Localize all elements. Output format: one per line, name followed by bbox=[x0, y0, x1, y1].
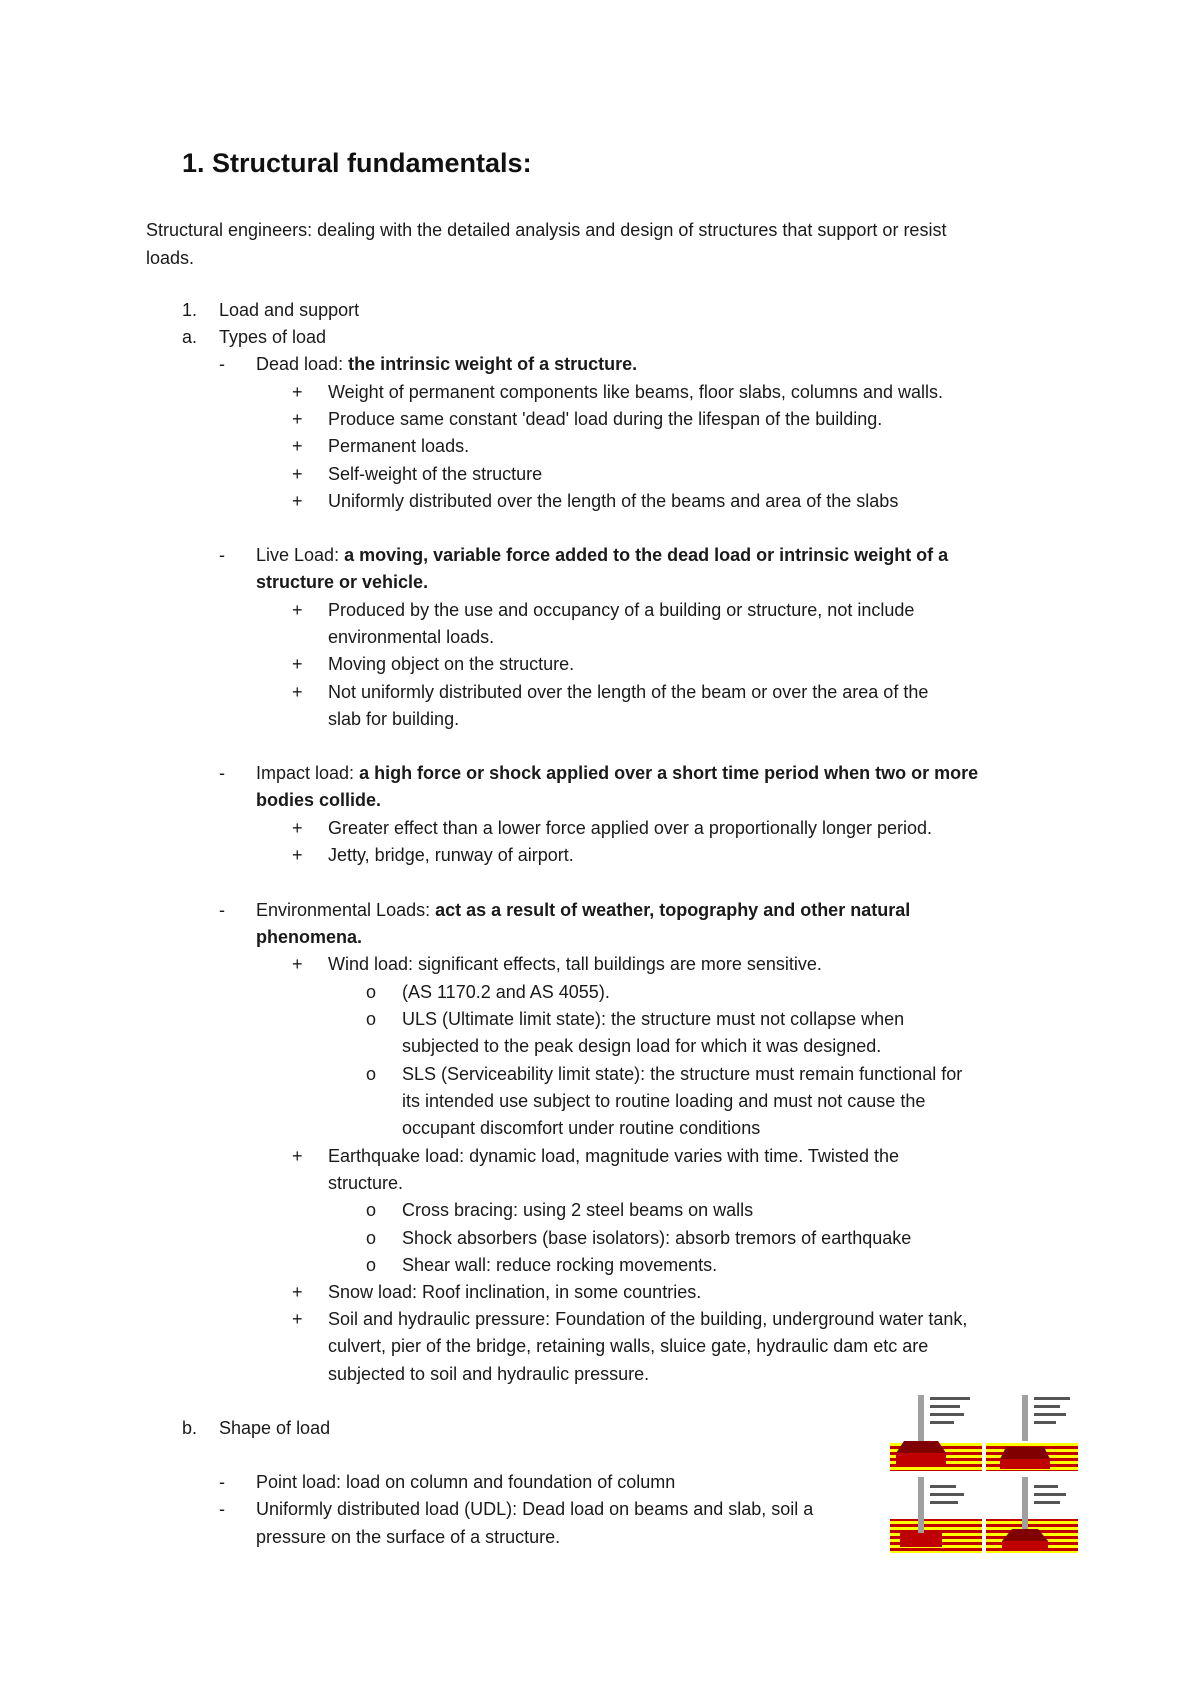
circle-marker: o bbox=[366, 1064, 377, 1084]
circle-marker: o bbox=[366, 1009, 377, 1029]
circle-marker: o bbox=[366, 1255, 377, 1275]
sub-item-cont: its intended use subject to routine loading and must not cause the bbox=[402, 1091, 926, 1111]
environmental-load-definition-cont bbox=[256, 925, 362, 949]
list-letter: a. bbox=[182, 327, 198, 347]
plus-marker: + bbox=[292, 1309, 303, 1329]
list-item: Self-weight of the structure bbox=[328, 464, 543, 484]
live-load-definition-cont bbox=[256, 570, 428, 594]
page-title: 1. Structural fundamentals: bbox=[182, 148, 532, 178]
point-load-item: Point load: load on column and foundation of column bbox=[256, 1472, 676, 1492]
dash-marker: - bbox=[219, 354, 225, 374]
live-load-definition-end: structure or vehicle. bbox=[256, 572, 429, 592]
live-load-definition: a moving, variable force added to the dead load or intrinsic weight of a bbox=[344, 545, 949, 565]
impact-load-definition: a high force or shock applied over a short time period when two or more bbox=[359, 763, 979, 783]
section-heading-load-support: Load and support bbox=[219, 300, 360, 320]
dash-marker: - bbox=[219, 763, 225, 783]
environmental-load-definition-end: phenomena. bbox=[256, 927, 363, 947]
list-item: Not uniformly distributed over the length of the beam or over the area of the bbox=[328, 682, 929, 702]
dash-marker: - bbox=[219, 900, 225, 920]
list-letter: b. bbox=[182, 1418, 198, 1438]
intro-text: Structural engineers: dealing with the detailed analysis and design of structures that support or resist bbox=[146, 220, 947, 240]
sub-item-cont: subjected to the peak design load for which it was designed. bbox=[402, 1036, 882, 1056]
dead-load-label: Dead load: bbox=[256, 354, 349, 374]
plus-marker: + bbox=[292, 1146, 303, 1166]
plus-marker: + bbox=[292, 1282, 303, 1302]
list-item: Uniformly distributed over the length of the beams and area of the slabs bbox=[328, 491, 899, 511]
dash-marker: - bbox=[219, 1472, 225, 1492]
impact-load-definition-cont bbox=[256, 788, 381, 812]
sub-item: Cross bracing: using 2 steel beams on walls bbox=[402, 1200, 754, 1220]
footing-diagram-4 bbox=[986, 1477, 1078, 1553]
list-item: Produce same constant 'dead' load during the lifespan of the building. bbox=[328, 409, 883, 429]
section-heading-types-of-load: Types of load bbox=[219, 327, 327, 347]
impact-load-label: Impact load: bbox=[256, 763, 360, 783]
earthquake-load-item-cont: structure. bbox=[328, 1173, 404, 1193]
impact-load-item bbox=[256, 761, 978, 785]
soil-pressure-item-cont: culvert, pier of the bridge, retaining walls, sluice gate, hydraulic dam etc are bbox=[328, 1336, 929, 1356]
list-item: Weight of permanent components like beams, floor slabs, columns and walls. bbox=[328, 382, 943, 402]
section-heading-shape-of-load: Shape of load bbox=[219, 1418, 331, 1438]
footing-diagram-1 bbox=[890, 1395, 982, 1471]
environmental-load-definition: act as a result of weather, topography and other natural bbox=[435, 900, 911, 920]
plus-marker: + bbox=[292, 654, 303, 674]
plus-marker: + bbox=[292, 682, 303, 702]
environmental-load-label: Environmental Loads: bbox=[256, 900, 436, 920]
list-item: Greater effect than a lower force applied over a proportionally longer period. bbox=[328, 818, 933, 838]
intro-text-cont: loads. bbox=[146, 248, 195, 268]
environmental-load-item bbox=[256, 898, 910, 922]
list-item: Moving object on the structure. bbox=[328, 654, 575, 674]
sub-item: Shock absorbers (base isolators): absorb tremors of earthquake bbox=[402, 1228, 912, 1248]
sub-item-cont: occupant discomfort under routine conditions bbox=[402, 1118, 761, 1138]
dead-load-item bbox=[256, 352, 637, 376]
list-item: Permanent loads. bbox=[328, 436, 470, 456]
udl-item: Uniformly distributed load (UDL): Dead load on beams and slab, soil a bbox=[256, 1499, 814, 1519]
plus-marker: + bbox=[292, 600, 303, 620]
soil-pressure-item: Soil and hydraulic pressure: Foundation of the building, underground water tank, bbox=[328, 1309, 968, 1329]
list-item-cont: environmental loads. bbox=[328, 627, 495, 647]
udl-item-cont: pressure on the surface of a structure. bbox=[256, 1527, 561, 1547]
dash-marker: - bbox=[219, 545, 225, 565]
plus-marker: + bbox=[292, 464, 303, 484]
circle-marker: o bbox=[366, 1200, 377, 1220]
snow-load-item: Snow load: Roof inclination, in some countries. bbox=[328, 1282, 702, 1302]
plus-marker: + bbox=[292, 491, 303, 511]
footing-diagram-3 bbox=[890, 1477, 982, 1553]
list-item: Produced by the use and occupancy of a building or structure, not include bbox=[328, 600, 915, 620]
plus-marker: + bbox=[292, 845, 303, 865]
sub-item: (AS 1170.2 and AS 4055). bbox=[402, 982, 610, 1002]
live-load-item bbox=[256, 543, 948, 567]
live-load-label: Live Load: bbox=[256, 545, 345, 565]
plus-marker: + bbox=[292, 818, 303, 838]
dash-marker: - bbox=[219, 1499, 225, 1519]
plus-marker: + bbox=[292, 382, 303, 402]
dead-load-definition: the intrinsic weight of a structure. bbox=[348, 354, 638, 374]
list-number: 1. bbox=[182, 300, 198, 320]
list-item: Jetty, bridge, runway of airport. bbox=[328, 845, 574, 865]
plus-marker: + bbox=[292, 436, 303, 456]
sub-item: SLS (Serviceability limit state): the structure must remain functional for bbox=[402, 1064, 963, 1084]
list-item-cont: slab for building. bbox=[328, 709, 460, 729]
circle-marker: o bbox=[366, 1228, 377, 1248]
foundation-diagram-figure bbox=[890, 1395, 1078, 1555]
plus-marker: + bbox=[292, 409, 303, 429]
wind-load-item: Wind load: significant effects, tall buildings are more sensitive. bbox=[328, 954, 822, 974]
earthquake-load-item: Earthquake load: dynamic load, magnitude varies with time. Twisted the bbox=[328, 1146, 899, 1166]
sub-item: Shear wall: reduce rocking movements. bbox=[402, 1255, 718, 1275]
circle-marker: o bbox=[366, 982, 377, 1002]
footing-diagram-2 bbox=[986, 1395, 1078, 1471]
plus-marker: + bbox=[292, 954, 303, 974]
impact-load-definition-end: bodies collide. bbox=[256, 790, 382, 810]
soil-pressure-item-cont: subjected to soil and hydraulic pressure. bbox=[328, 1364, 650, 1384]
sub-item: ULS (Ultimate limit state): the structure must not collapse when bbox=[402, 1009, 905, 1029]
